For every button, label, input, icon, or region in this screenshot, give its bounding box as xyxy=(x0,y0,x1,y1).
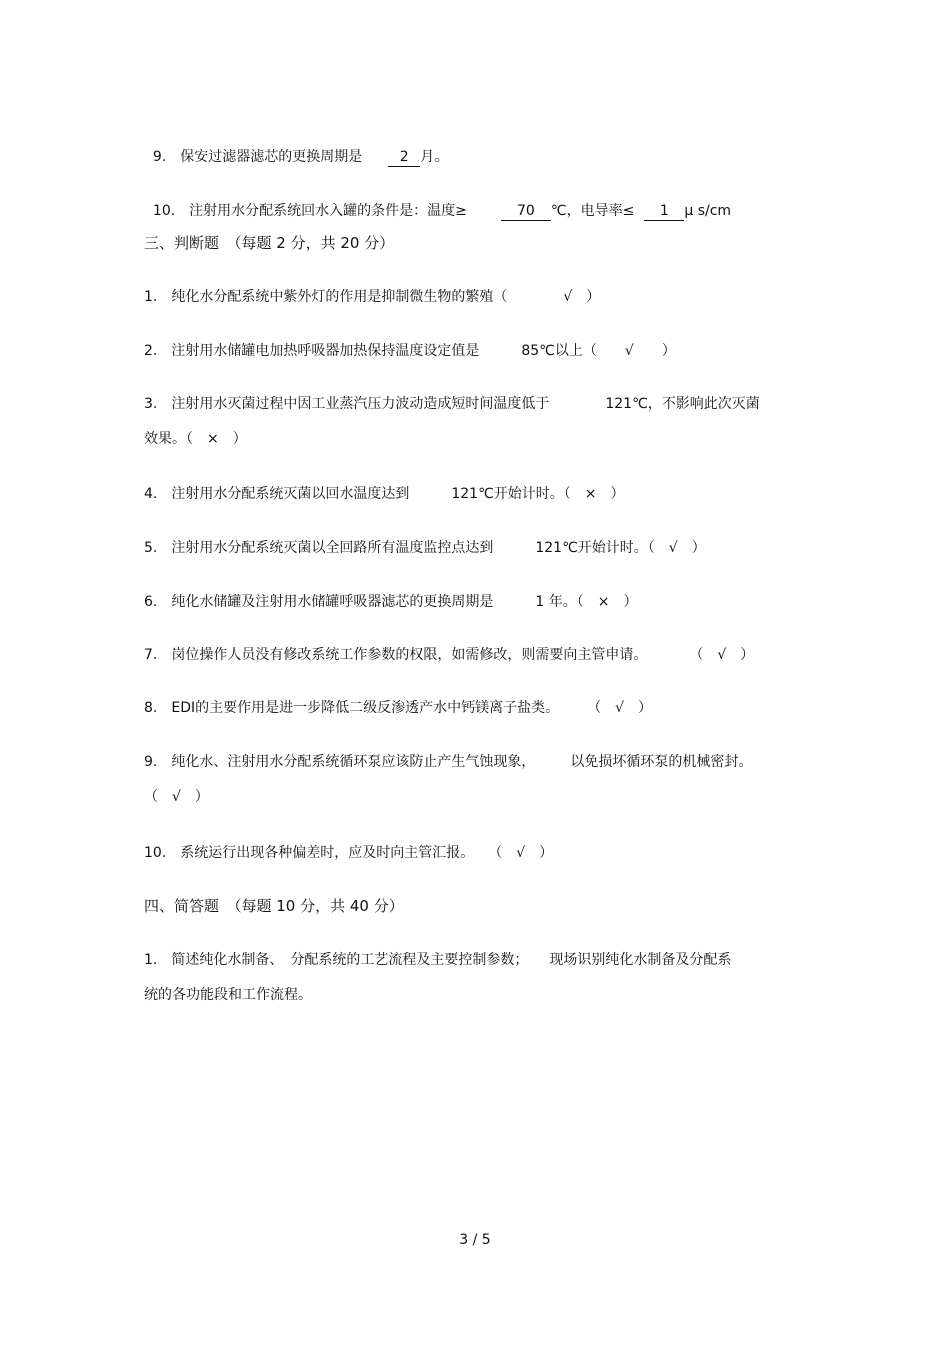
short-answer-1-line-2: 统的各功能段和工作流程。 xyxy=(144,987,312,1003)
judge-item-6: 6. 纯化水储罐及注射用水储罐呼吸器滤芯的更换周期是 1 年。（ × ） xyxy=(144,594,638,610)
judge-item-5: 5. 注射用水分配系统灭菌以全回路所有温度监控点达到 121℃开始计时。（ √ ） xyxy=(144,540,706,556)
section-4-heading: 四、简答题 （每题 10 分，共 40 分） xyxy=(144,897,404,915)
judge-item-9-line-1: 9. 纯化水、注射用水分配系统循环泵应该防止产生气蚀现象， 以免损坏循环泵的机械密封。 xyxy=(144,754,753,770)
q10-prefix: 10. 注射用水分配系统回水入罐的条件是：温度≥ xyxy=(152,203,467,219)
q10-middle: ℃，电导率≤ xyxy=(550,203,635,219)
q10-suffix: μ s/cm xyxy=(684,203,732,219)
section-3-heading: 三、判断题 （每题 2 分，共 20 分） xyxy=(144,234,395,252)
judge-item-3-line-1: 3. 注射用水灭菌过程中因工业蒸汽压力波动造成短时间温度低于 121℃，不影响此次灭菌 xyxy=(144,396,760,412)
q9-suffix: 月。 xyxy=(420,149,449,165)
q9-answer: 2 xyxy=(388,149,420,167)
judge-item-2: 2. 注射用水储罐电加热呼吸器加热保持温度设定值是 85℃以上（ √ ） xyxy=(144,343,676,359)
judge-item-9-line-2: （ √ ） xyxy=(144,789,209,805)
q10-answer-temperature: 70 xyxy=(501,203,551,221)
fill-in-q10 xyxy=(144,181,731,221)
judge-item-7: 7. 岗位操作人员没有修改系统工作参数的权限，如需修改，则需要向主管申请。 （ √ ） xyxy=(144,647,755,663)
judge-item-10: 10. 系统运行出现各种偏差时，应及时向主管汇报。 （ √ ） xyxy=(144,845,554,861)
page-number: 3 / 5 xyxy=(459,1232,491,1248)
judge-item-8: 8. EDI的主要作用是进一步降低二级反渗透产水中钙镁离子盐类。 （ √ ） xyxy=(144,700,653,716)
judge-item-3-line-2: 效果。（ × ） xyxy=(144,431,247,447)
fill-in-q9 xyxy=(144,127,448,167)
judge-item-4: 4. 注射用水分配系统灭菌以回水温度达到 121℃开始计时。（ × ） xyxy=(144,486,625,502)
short-answer-1-line-1: 1. 简述纯化水制备、 分配系统的工艺流程及主要控制参数； 现场识别纯化水制备及分配系 xyxy=(144,952,732,968)
q9-prefix: 9. 保安过滤器滤芯的更换周期是 xyxy=(152,149,363,165)
q10-answer-conductivity: 1 xyxy=(644,203,684,221)
judge-item-1: 1. 纯化水分配系统中紫外灯的作用是抑制微生物的繁殖（ √ ） xyxy=(144,289,601,305)
